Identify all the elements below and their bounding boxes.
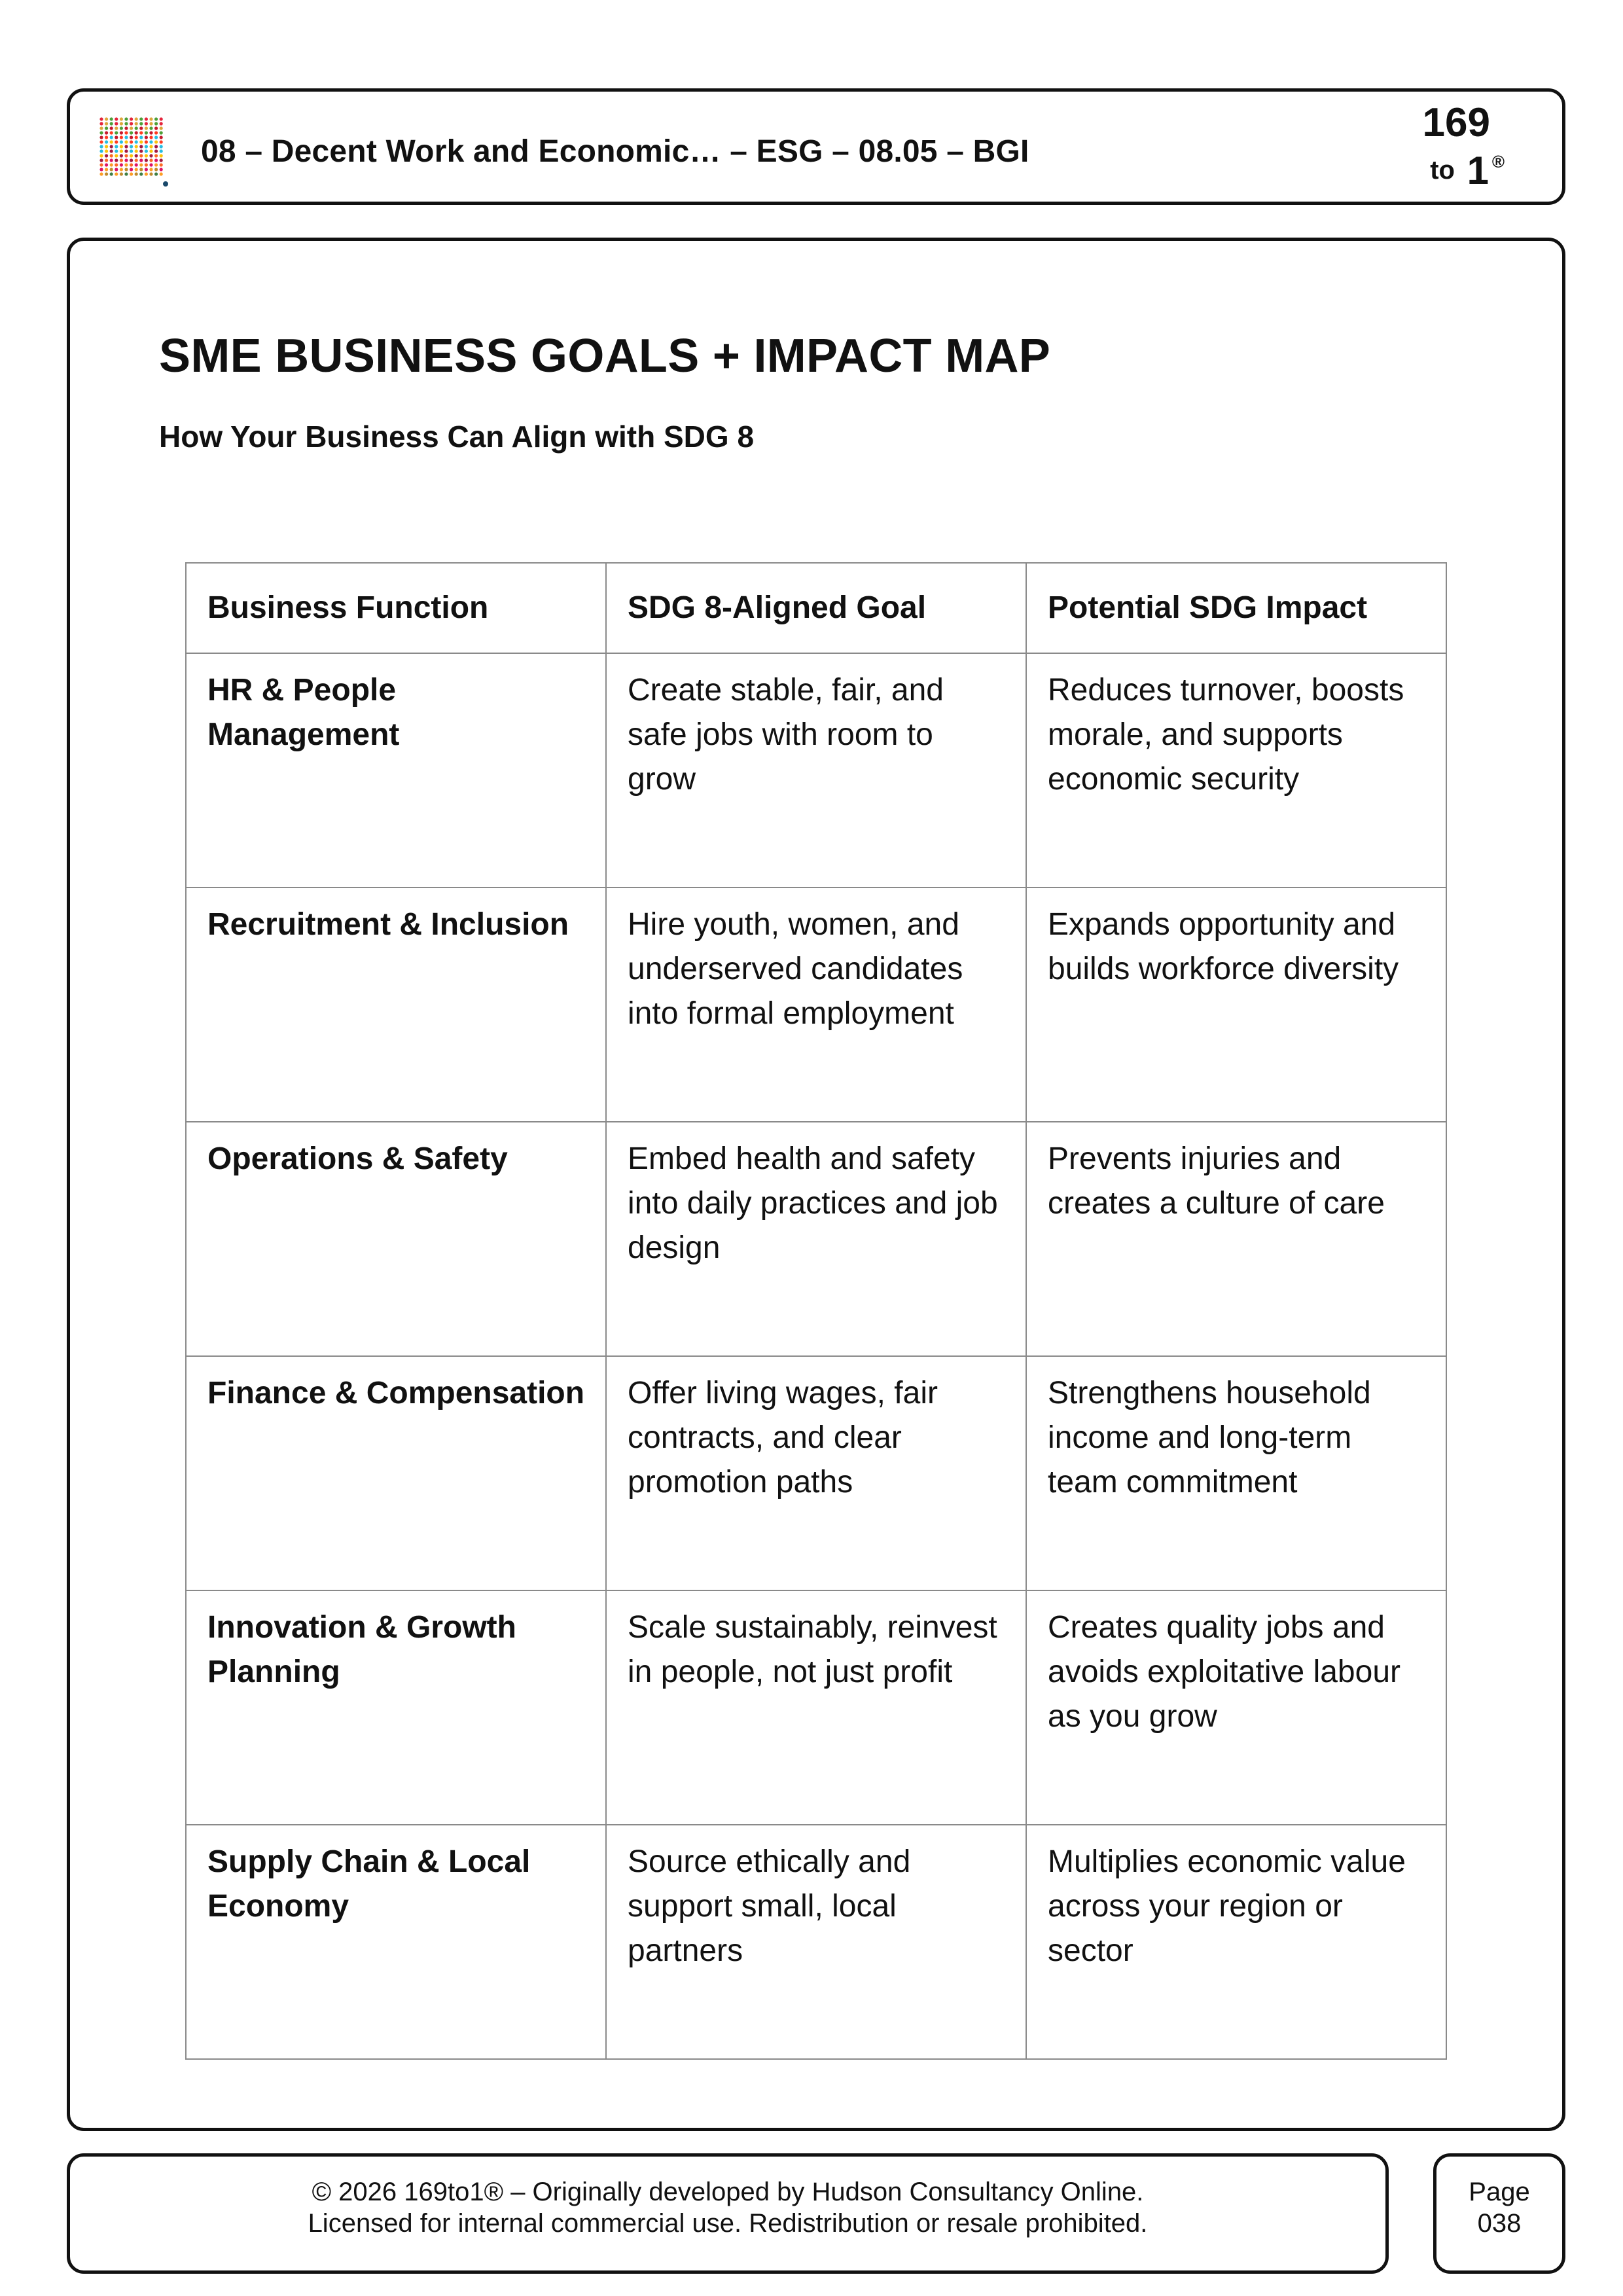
- logo-dot: [124, 172, 128, 175]
- impact-cell: Strengthens household income and long-term team commitment: [1026, 1356, 1446, 1590]
- logo-dot: [139, 122, 143, 125]
- logo-dot: [120, 172, 123, 175]
- logo-dot: [149, 149, 152, 152]
- logo-dot: [105, 131, 108, 134]
- brand-to: to: [1430, 156, 1455, 185]
- logo-dot: [110, 168, 113, 171]
- impact-cell: Reduces turnover, boosts morale, and supports economic security: [1026, 653, 1446, 888]
- column-header: Potential SDG Impact: [1026, 563, 1446, 653]
- logo-dot: [130, 145, 133, 148]
- logo-dot: [115, 131, 118, 134]
- logo-dot: [130, 126, 133, 130]
- logo-dot: [99, 163, 103, 166]
- logo-dot: [154, 154, 158, 157]
- logo-dot: [105, 154, 108, 157]
- logo-dot: [160, 126, 163, 130]
- logo-dot: [160, 135, 163, 139]
- business-function-cell: Supply Chain & Local Economy: [186, 1825, 606, 2059]
- logo-dot: [130, 154, 133, 157]
- logo-dot: [145, 149, 148, 152]
- logo-dot: [149, 122, 152, 125]
- content-card: [67, 238, 1565, 2131]
- logo-dot: [149, 140, 152, 143]
- logo-dot: [154, 168, 158, 171]
- table-row: [186, 1590, 1446, 1825]
- logo-dot: [130, 168, 133, 171]
- logo-dot: [139, 163, 143, 166]
- logo-dot: [105, 117, 108, 120]
- logo-dot: [160, 131, 163, 134]
- logo-dot: [124, 154, 128, 157]
- logo-dot: [145, 131, 148, 134]
- business-function-cell: Innovation & Growth Planning: [186, 1590, 606, 1825]
- logo-dot: [160, 145, 163, 148]
- logo-dot: [110, 131, 113, 134]
- logo-dot: [115, 158, 118, 162]
- logo-dot: [154, 117, 158, 120]
- logo-dot: [145, 140, 148, 143]
- logo-dot: [135, 145, 138, 148]
- brand-number: 169: [1422, 100, 1490, 145]
- table-row: [186, 1356, 1446, 1590]
- logo-dot: [135, 135, 138, 139]
- logo-dot: [154, 140, 158, 143]
- logo-dot: [124, 168, 128, 171]
- logo-dot: [154, 135, 158, 139]
- logo-dot: [105, 135, 108, 139]
- copyright-footer: [67, 2153, 1389, 2274]
- logo-dot: [145, 168, 148, 171]
- logo-dot: [124, 158, 128, 162]
- logo-dot: [139, 149, 143, 152]
- logo-dot: [120, 163, 123, 166]
- logo-dot: [120, 149, 123, 152]
- logo-dot: [149, 145, 152, 148]
- logo-dot: [160, 168, 163, 171]
- logo-dot: [149, 126, 152, 130]
- brand-one: 1: [1467, 149, 1489, 192]
- logo-dot: [160, 140, 163, 143]
- logo-dot: [99, 145, 103, 148]
- logo-dot: [110, 122, 113, 125]
- logo-dot: [99, 172, 103, 175]
- table-header-row: [186, 563, 1446, 653]
- logo-dot: [110, 145, 113, 148]
- logo-dot: [99, 140, 103, 143]
- logo-dot: [135, 126, 138, 130]
- page-subtitle: How Your Business Can Align with SDG 8: [159, 420, 755, 454]
- logo-dot: [139, 135, 143, 139]
- logo-dot: [135, 172, 138, 175]
- logo-dot: [139, 145, 143, 148]
- logo-dot: [115, 117, 118, 120]
- logo-dot: [160, 163, 163, 166]
- logo-dot: [115, 122, 118, 125]
- logo-dot: [149, 163, 152, 166]
- logo-dot: [145, 135, 148, 139]
- logo-dot: [145, 126, 148, 130]
- page-label: Page: [1469, 2178, 1530, 2206]
- impact-cell: Creates quality jobs and avoids exploitative labour as you grow: [1026, 1590, 1446, 1825]
- logo-dot: [149, 117, 152, 120]
- brand-registered: ®: [1491, 152, 1505, 171]
- table-row: [186, 888, 1446, 1122]
- logo-dot: [135, 158, 138, 162]
- logo-dot: [130, 149, 133, 152]
- goal-cell: Create stable, fair, and safe jobs with room to grow: [606, 653, 1026, 888]
- logo-dot: [160, 158, 163, 162]
- logo-dot: [105, 145, 108, 148]
- logo-dot: [139, 117, 143, 120]
- goal-cell: Offer living wages, fair contracts, and clear promotion paths: [606, 1356, 1026, 1590]
- logo-dot: [115, 163, 118, 166]
- business-function-cell: Finance & Compensation: [186, 1356, 606, 1590]
- table-row: [186, 653, 1446, 888]
- logo-dot: [145, 163, 148, 166]
- impact-cell: Multiplies economic value across your region or sector: [1026, 1825, 1446, 2059]
- logo-dot: [99, 122, 103, 125]
- logo-dot: [110, 135, 113, 139]
- logo-dot: [124, 149, 128, 152]
- logo-dot: [149, 172, 152, 175]
- logo-dot: [160, 154, 163, 157]
- logo-dot: [115, 172, 118, 175]
- logo-dot: [130, 135, 133, 139]
- logo-dot: [135, 149, 138, 152]
- logo-dot: [139, 158, 143, 162]
- document-header: [67, 88, 1565, 205]
- logo-dot: [139, 172, 143, 175]
- logo-dot: [130, 158, 133, 162]
- page-number: 038: [1477, 2209, 1522, 2238]
- impact-map-table: [185, 562, 1447, 2060]
- goal-cell: Hire youth, women, and underserved candidates into formal employment: [606, 888, 1026, 1122]
- logo-dot: [124, 117, 128, 120]
- logo-dot: [120, 158, 123, 162]
- business-function-cell: Recruitment & Inclusion: [186, 888, 606, 1122]
- logo-dot: [110, 140, 113, 143]
- table-row: [186, 1122, 1446, 1356]
- business-function-cell: Operations & Safety: [186, 1122, 606, 1356]
- logo-dot: [99, 135, 103, 139]
- logo-dot: [115, 154, 118, 157]
- logo-dot: [135, 122, 138, 125]
- logo-dot: [130, 131, 133, 134]
- column-header: Business Function: [186, 563, 606, 653]
- logo-dot: [120, 135, 123, 139]
- logo-dot: [120, 168, 123, 171]
- logo-dot: [115, 149, 118, 152]
- business-function-cell: HR & People Management: [186, 653, 606, 888]
- logo-dot: [135, 140, 138, 143]
- logo-accent-dot: [163, 181, 168, 187]
- logo-dot: [154, 149, 158, 152]
- logo-dot: [124, 122, 128, 125]
- logo-dot: [110, 158, 113, 162]
- logo-dot: [99, 126, 103, 130]
- logo-dot: [130, 117, 133, 120]
- logo-dot: [154, 131, 158, 134]
- logo-dot: [124, 135, 128, 139]
- logo-dot: [115, 168, 118, 171]
- logo-dot: [120, 145, 123, 148]
- logo-dot: [105, 163, 108, 166]
- impact-cell: Expands opportunity and builds workforce diversity: [1026, 888, 1446, 1122]
- logo-dot: [115, 126, 118, 130]
- logo-dot: [105, 158, 108, 162]
- logo-dot: [149, 158, 152, 162]
- logo-dot: [124, 140, 128, 143]
- logo-dot: [139, 154, 143, 157]
- logo-dot: [135, 154, 138, 157]
- logo-dot: [160, 122, 163, 125]
- logo-dot: [105, 172, 108, 175]
- logo-dot: [120, 126, 123, 130]
- logo-dot: [130, 140, 133, 143]
- header-title: 08 – Decent Work and Economic… – ESG – 08.05 – BGI: [201, 134, 1029, 169]
- goal-cell: Embed health and safety into daily practices and job design: [606, 1122, 1026, 1356]
- impact-cell: Prevents injuries and creates a culture of care: [1026, 1122, 1446, 1356]
- logo-dot: [160, 172, 163, 175]
- logo-dot: [139, 126, 143, 130]
- logo-dot: [115, 135, 118, 139]
- column-header: SDG 8-Aligned Goal: [606, 563, 1026, 653]
- logo-dot: [160, 149, 163, 152]
- logo-dot: [145, 122, 148, 125]
- logo-dot: [110, 172, 113, 175]
- logo-dot: [110, 163, 113, 166]
- logo-dot: [135, 163, 138, 166]
- logo-dot: [115, 140, 118, 143]
- logo-dot: [120, 122, 123, 125]
- logo-dot: [110, 149, 113, 152]
- logo-dot: [99, 168, 103, 171]
- table-row: [186, 1825, 1446, 2059]
- logo-dot: [145, 158, 148, 162]
- logo-dot: [99, 158, 103, 162]
- logo-dot: [105, 122, 108, 125]
- logo-dot: [124, 145, 128, 148]
- page-title: SME BUSINESS GOALS + IMPACT MAP: [159, 330, 1051, 382]
- logo-dot: [139, 131, 143, 134]
- page-number-box: [1433, 2153, 1565, 2274]
- goal-cell: Scale sustainably, reinvest in people, not just profit: [606, 1590, 1026, 1825]
- logo-dot: [135, 117, 138, 120]
- logo-dot: [99, 154, 103, 157]
- logo-dot: [130, 163, 133, 166]
- logo-dot: [154, 126, 158, 130]
- logo-dot: [145, 145, 148, 148]
- logo-dot: [145, 154, 148, 157]
- logo-dot: [154, 145, 158, 148]
- logo-dot: [105, 149, 108, 152]
- logo-dot: [110, 154, 113, 157]
- logo-dot: [149, 154, 152, 157]
- goal-cell: Source ethically and support small, local partners: [606, 1825, 1026, 2059]
- logo-dot: [105, 126, 108, 130]
- logo-dot: [135, 131, 138, 134]
- logo-dot: [149, 131, 152, 134]
- logo-dot: [105, 168, 108, 171]
- logo-dot: [115, 145, 118, 148]
- copyright-line: © 2026 169to1® – Originally developed by Hudson Consultancy Online.: [312, 2178, 1144, 2206]
- logo-dot: [124, 163, 128, 166]
- logo-dot: [149, 168, 152, 171]
- logo-dot: [130, 172, 133, 175]
- logo-dot: [130, 122, 133, 125]
- logo-dot: [160, 117, 163, 120]
- logo-dot: [145, 117, 148, 120]
- logo-dot: [124, 131, 128, 134]
- logo-dot: [145, 172, 148, 175]
- logo-dot: [99, 131, 103, 134]
- brand-logo: [1401, 99, 1506, 198]
- logo-dot: [139, 168, 143, 171]
- logo-dot: [99, 149, 103, 152]
- logo-dot: [99, 117, 103, 120]
- logo-dot: [139, 140, 143, 143]
- logo-dot: [110, 126, 113, 130]
- logo-dot: [105, 140, 108, 143]
- logo-dot: [124, 126, 128, 130]
- logo-dot: [154, 158, 158, 162]
- logo-dot: [135, 168, 138, 171]
- logo-dot: [154, 172, 158, 175]
- license-line: Licensed for internal commercial use. Redistribution or resale prohibited.: [308, 2209, 1148, 2238]
- logo-dot: [120, 154, 123, 157]
- sdg-dot-grid-logo-icon: [99, 117, 169, 187]
- logo-dot: [149, 135, 152, 139]
- logo-dot: [154, 122, 158, 125]
- logo-dot: [120, 117, 123, 120]
- logo-dot: [110, 117, 113, 120]
- logo-dot: [120, 131, 123, 134]
- logo-dot: [154, 163, 158, 166]
- logo-dot: [120, 140, 123, 143]
